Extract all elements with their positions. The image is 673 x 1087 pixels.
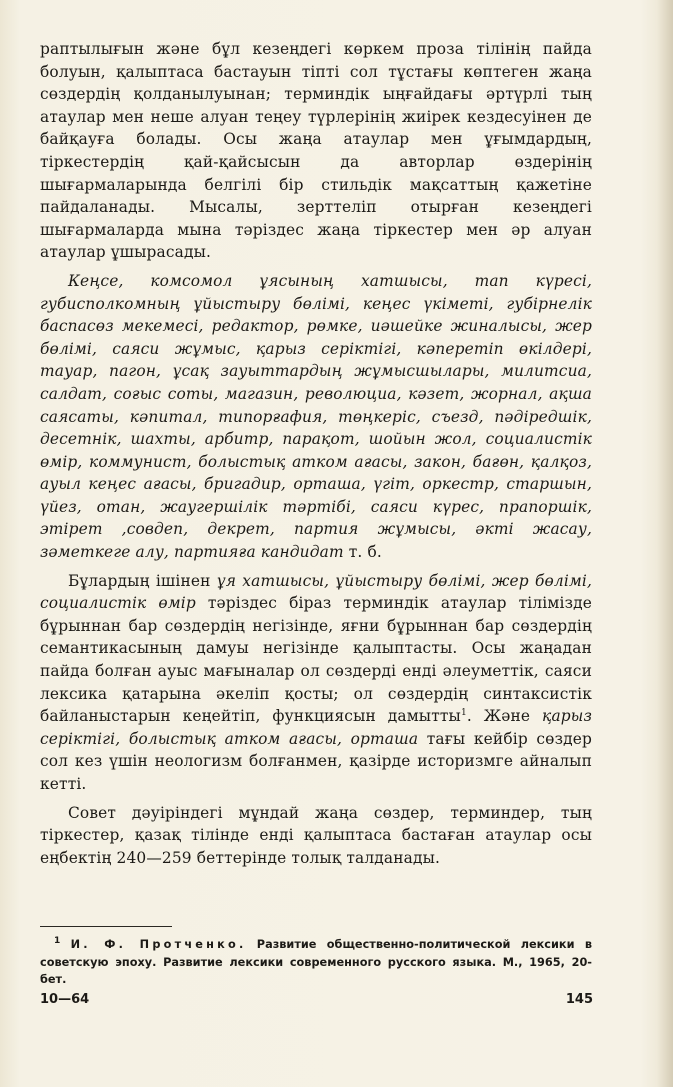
examples-italic: Кеңсе, комсомол ұясының хатшысы, тап күресі, губисполкомның ұйыстыру бөлімі, кеңес үкіметі, губірнелік баспасөз мекемесі, редактор, рөмке, иәшейке жиналысы, жер бөлімі, саяси жұмыс, қарыз серіктігі, кәперетіп өкілдері, тауар, пагон, ұсақ зауыттардың жұмысшылары, милитсиа, салдат, соғыс соты, магазин, революциа, кәзет, жорнал, ақша саясаты, кәпитал, типорғафия, төңкеріс, съезд, пәдіредшік, десетнік, шахты, арбитр, парақот, шойын жол, социалистік өмір, коммунист, болыстық атком ағасы, закон, бағөн, қалқоз, ауыл кеңес ағасы, бригадир, орташа, үгіт, оркестр, старшын, үйез, отан, жаугершілік тәртібі, саяси күрес, прапоршік, этірет ,совдеп, декрет, партия жұмысы, әкті жасау, зәметкеге алу, партияға кандидат bbox=[40, 271, 592, 562]
p3-e: қарыз серіктігі, болыстық атком ағасы, орташа bbox=[40, 707, 592, 748]
p3-f: тағы кейбір сөздер сол кез үшін неологизм болғанмен, қазірде историзмге айналып кетті. bbox=[40, 729, 593, 793]
page-edge-shadow bbox=[657, 0, 673, 1087]
p3-c: тәріздес біраз терминдік атаулар тілімізде бұрыннан бар сөздердің негізінде, яғни бұрыннан бар сөздердің семантикасының дамуы негізінде қалыптасты. Осы жаңадан пайда болған ауыс мағыналар ол сөздерді енді әлеуметтік, саяси лексика қатарына әкеліп қосты; ол сөздердің синтаксистік байланыстарын кеңейтіп, функциясын дамытты bbox=[40, 594, 592, 726]
printer-signature: 10—64 bbox=[40, 992, 90, 1007]
footnote-divider bbox=[40, 926, 172, 927]
paragraph-1: раптылығын және бұл кезеңдегі көркем проза тілінің пайда болуын, қалыптаса бастауын тіпті сол тұстағы көптеген жаңа сөздердің қолданылуынан; терминдік ыңғайдағы әртүрлі тың атаулар мен неше алуан теңеу түрлерінің жиірек кездесуінен де байқауға болады. Осы жаңа атаулар мен ұғымдардың, тіркестердің қай-қайсысын да авторлар өздерінің шығармаларында белгілі бір стильдік мақсаттың қажетіне пайдаланады. Мысалы, зерттеліп отырған кезеңдегі шығармаларда мына тәріздес жаңа тіркестер мен әр алуан атаулар ұшырасады. bbox=[40, 40, 592, 262]
footnote bbox=[40, 936, 592, 989]
p3-a: Бұлардың ішінен bbox=[68, 571, 217, 590]
main-text bbox=[40, 38, 592, 869]
p3-d: . Және bbox=[466, 707, 542, 726]
footnote-mark: 1 bbox=[54, 936, 61, 947]
footnote-text: Развитие общественно-политической лексики в советскую эпоху. Развитие лексики современного русского языка. М., 1965, 20-бет. bbox=[40, 938, 592, 986]
footnote-ref: 1 bbox=[460, 708, 467, 719]
footnote-author: И. Ф. Протченко. bbox=[70, 938, 247, 951]
examples-tail: т. б. bbox=[343, 543, 382, 562]
paragraph-3 bbox=[40, 570, 592, 796]
p3-b: ұя хатшысы, ұйыстыру бөлімі, жер бөлімі, социалистік өмір bbox=[40, 571, 592, 613]
page-number: 145 bbox=[565, 992, 593, 1007]
paragraph-examples bbox=[40, 270, 592, 564]
paragraph-4: Совет дәуіріндегі мұндай жаңа сөздер, терминдер, тың тіркестер, қазақ тілінде енді қалыптаса бастаған атаулар осы еңбектің 240—259 беттерінде толық талданады. bbox=[40, 803, 592, 867]
